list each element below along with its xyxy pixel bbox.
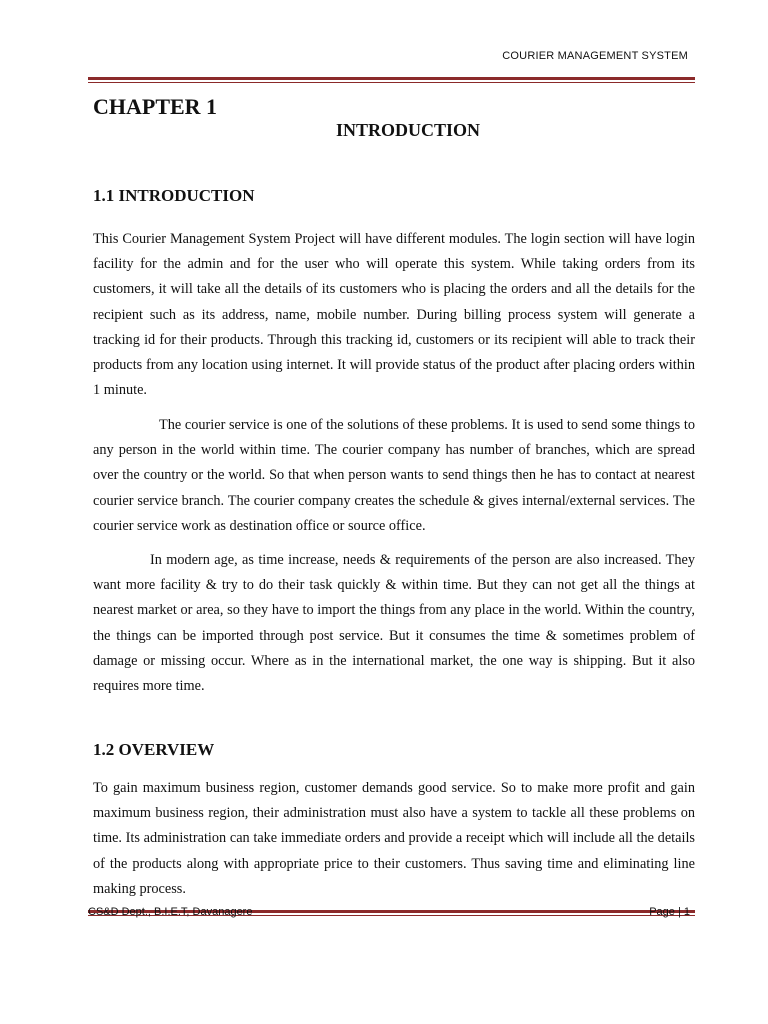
chapter-label: CHAPTER 1 (93, 94, 218, 119)
footer-department: CS&D Dept., B.I.E.T, Davanagere (88, 906, 253, 918)
header-rule (88, 77, 695, 83)
intro-paragraph-1: This Courier Management System Project will have different modules. The login section will have login facility for the admin and for the user who will operate this system. While taking orders from its customers, it will take all the details of its customers who is placing the orders and all the details for the recipient such as its address, name, mobile number. During billing process system will generate a tracking id for their products. Through this tracking id, customers or its recipient will able to track their products from any location using internet. It will provide status of the product after placing orders within 1 minute. (93, 231, 695, 399)
chapter-title: INTRODUCTION (335, 120, 481, 140)
intro-paragraph-3: In modern age, as time increase, needs & requirements of the person are also increased. They want more facility & try to do their task quickly & within time. But they can not get all the things at nearest market or area, so they have to import the things from any place in the world. Within the country, the things can be imported through post service. But it consumes the time & sometimes problem of damage or missing occur. Where as in the international market, the one way is shipping. But it also requires more time. (93, 552, 695, 695)
intro-paragraph-2: The courier service is one of the solutions of these problems. It is used to send some things to any person in the world within time. The courier company has number of branches, which are spread over the country or the world. So that when person wants to send things then he has to contact at nearest courier service branch. The courier company creates the schedule & gives internal/external services. The courier service work as destination office or source office. (93, 417, 695, 534)
header-rule-thin (88, 82, 695, 83)
page-header-title: COURIER MANAGEMENT SYSTEM (502, 50, 688, 62)
header-rule-thick (88, 77, 695, 80)
section-heading-overview: 1.2 OVERVIEW (93, 740, 215, 759)
section-heading-introduction: 1.1 INTRODUCTION (93, 186, 255, 205)
overview-paragraph-1: To gain maximum business region, customer demands good service. So to make more profit and gain maximum business region, their administration must also have a system to tackle all these problems on time. Its administration can take immediate orders and provide a receipt which will include all the details of the products along with appropriate price to their customers. Thus saving time and eliminating line making process. (93, 780, 695, 897)
footer-page-number: Page | 1 (649, 906, 690, 918)
